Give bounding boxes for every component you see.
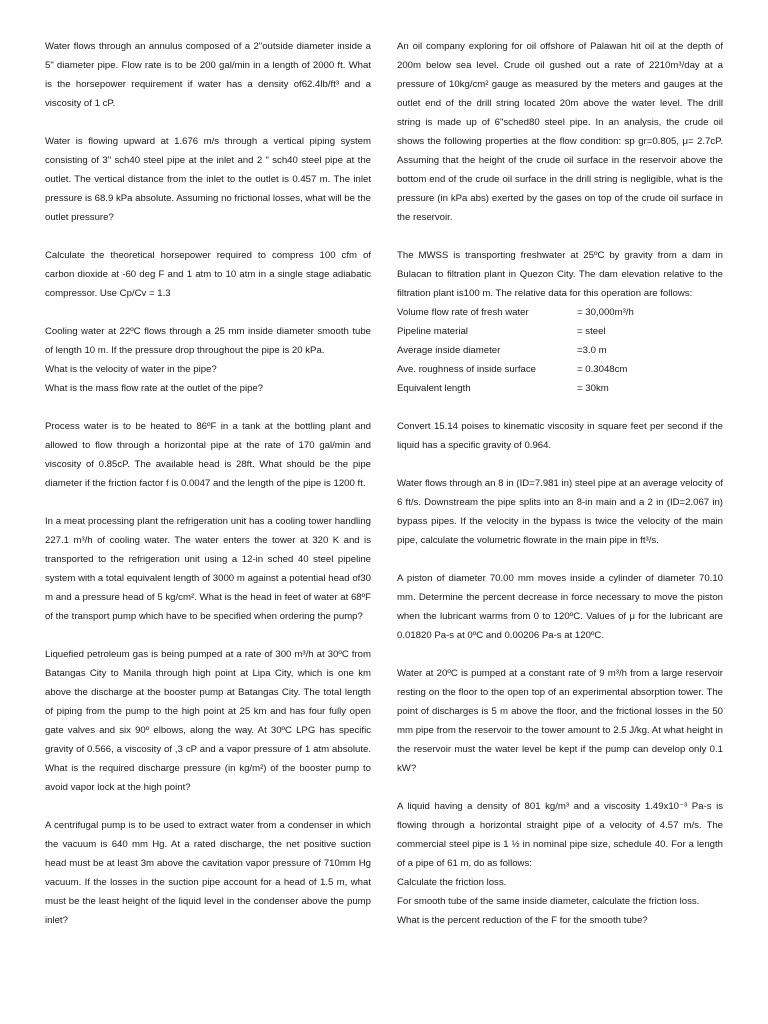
problem-text: Water flows through an annulus composed of a 2"outside diameter inside a 5" diameter pipe. Flow rate is to be 200 gal/min in a length of 2000 ft. What is the horsepower requirement if water has a density of62.4lb/ft³ and a viscosity of 1 cP. <box>45 41 371 109</box>
spec-label: Pipeline material <box>397 326 468 337</box>
problem-poises <box>397 417 723 455</box>
spec-value: = 0.3048cm <box>577 364 628 375</box>
problem-text: Water is flowing upward at 1.676 m/s through a vertical piping system consisting of 3" sch40 steel pipe at the inlet and 2 " sch40 steel pipe at the outlet. The vertical distance from the inlet to the outlet is 0.457 m. The inlet pressure is 68.9 kPa absolute. Assuming no frictional losses, what will be the outlet pressure? <box>45 136 371 223</box>
spec-label: Equivalent length <box>397 383 471 394</box>
spec-row <box>397 341 723 360</box>
problem-offshore-oil <box>397 37 723 227</box>
problem-text: Water flows through an 8 in (ID=7.981 in) steel pipe at an average velocity of 6 ft/s. Downstream the pipe splits into an 8-in main and a 2 in (ID=2.067 in) bypass pipes. If the velocity in the bypass is twice the velocity of the main pipe, calculate the volumetric flowrate in the main pipe in ft³/s. <box>397 478 723 546</box>
problem-question: Calculate the friction loss. <box>397 877 507 888</box>
problem-text: A centrifugal pump is to be used to extract water from a condenser in which the vacuum is 640 mm Hg. At a rated discharge, the net positive suction head must be at least 3m above the cavitation vapor pressure of 710mm Hg vacuum. If the losses in the suction pipe account for a head of 1.5 m, what must be the least height of the liquid level in the condenser above the pump inlet? <box>45 820 371 926</box>
problem-text: Liquefied petroleum gas is being pumped at a rate of 300 m³/h at 30ºC from Batangas City to Manila through high point at Lipa City, which is one km above the discharge at the booster pump at Batangas City. The total length of piping from the pump to the high point at 25 km and has four fully open gate valves and six 90º elbows, along the way. At 30ºC LPG has specific gravity of 0.566, a viscosity of ,3 cP and a vapor pressure of 1 atm absolute. What is the required discharge pressure (in kg/m²) of the booster pump to avoid vapor lock at the high point? <box>45 649 371 793</box>
spec-value: = 30,000m³/h <box>577 307 634 318</box>
problem-question: For smooth tube of the same inside diameter, calculate the friction loss. <box>397 896 700 907</box>
problem-cooling-tower <box>45 512 371 626</box>
problem-process-water <box>45 417 371 493</box>
spec-table <box>397 303 723 398</box>
problem-mwss <box>397 246 723 398</box>
spec-row <box>397 322 723 341</box>
problem-friction-loss <box>397 797 723 930</box>
problem-text: An oil company exploring for oil offshore of Palawan hit oil at the depth of 200m below sea level. Crude oil gushed out a rate of 2210m³/day at a pressure of 10kg/cm² gauge as measured by the meters and gauges at the outlet end of the drill string located 20m above the water level. The drill string is made up of 6"sched80 steel pipe. In an analysis, the crude oil shows the following properties at the flow condition: sp gr=0.805, μ= 2.7cP. Assuming that the height of the crude oil surface in the reservoir above the bottom end of the crude oil surface in the drill string is negligible, what is the pressure (in kPa abs) exerted by the gases on top of the crude oil surface in the reservoir. <box>397 41 723 223</box>
spec-label: Average inside diameter <box>397 345 501 356</box>
right-column <box>397 37 723 949</box>
problem-text: Calculate the theoretical horsepower required to compress 100 cfm of carbon dioxide at -60 deg F and 1 atm to 10 atm in a single stage adiabatic compressor. Use Cp/Cv = 1.3 <box>45 250 371 299</box>
spec-value: = steel <box>577 326 606 337</box>
problem-question: What is the mass flow rate at the outlet of the pipe? <box>45 383 264 394</box>
problem-vertical-pipe <box>45 132 371 227</box>
problem-bypass <box>397 474 723 550</box>
problem-text: Cooling water at 22ºC flows through a 25 mm inside diameter smooth tube of length 10 m. If the pressure drop throughout the pipe is 20 kPa. <box>45 326 371 356</box>
spec-label: Ave. roughness of inside surface <box>397 364 537 375</box>
problem-lpg <box>45 645 371 797</box>
spec-value: =3.0 m <box>577 345 607 356</box>
problem-text: Water at 20ºC is pumped at a constant rate of 9 m³/h from a large reservoir resting on the floor to the open top of an experimental absorption tower. The point of discharges is 5 m above the floor, and the frictional losses in the 50 mm pipe from the reservoir to the tower amount to 2.5 J/kg. At what height in the reservoir must the water level be kept if the pump can develop only 0.1 kW? <box>397 668 723 774</box>
problem-text: The MWSS is transporting freshwater at 25ºC by gravity from a dam in Bulacan to filtration plant in Quezon City. The dam elevation relative to the filtration plant is100 m. The relative data for this operation are follows: <box>397 250 723 299</box>
spec-row <box>397 303 723 322</box>
problem-text: A liquid having a density of 801 kg/m³ and a viscosity 1.49x10⁻³ Pa-s is flowing through a horizontal straight pipe of a velocity of 4.57 m/s. The commercial steel pipe is 1 ½ in nominal pipe size, schedule 40. For a length of a pipe of 61 m, do as follows: <box>397 801 723 869</box>
spec-label: Volume flow rate of fresh water <box>397 307 529 318</box>
problem-absorption-tower <box>397 664 723 778</box>
problem-compressor <box>45 246 371 303</box>
problem-text: Convert 15.14 poises to kinematic viscosity in square feet per second if the liquid has a specific gravity of 0.964. <box>397 421 723 451</box>
problem-centrifugal-pump <box>45 816 371 930</box>
spec-row <box>397 379 723 398</box>
problem-cooling-water <box>45 322 371 398</box>
spec-value: = 30km <box>577 383 609 394</box>
problem-question: What is the percent reduction of the F for the smooth tube? <box>397 915 648 926</box>
problem-question: What is the velocity of water in the pipe? <box>45 364 217 375</box>
problem-text: A piston of diameter 70.00 mm moves inside a cylinder of diameter 70.10 mm. Determine the percent decrease in force necessary to move the piston when the lubricant warms from 0 to 120ºC. Values of μ for the lubricant are 0.01820 Pa-s at 0ºC and 0.00206 Pa-s at 120ºC. <box>397 573 723 641</box>
left-column <box>45 37 371 949</box>
problem-piston <box>397 569 723 645</box>
problem-text: Process water is to be heated to 86ºF in a tank at the bottling plant and allowed to flow through a horizontal pipe at the rate of 170 gal/min and viscosity of 0.85cP. The available head is 28ft. What should be the pipe diameter if the friction factor f is 0.0047 and the length of the pipe is 1200 ft. <box>45 421 371 489</box>
problem-text: In a meat processing plant the refrigeration unit has a cooling tower handling 227.1 m³/h of cooling water. The water enters the tower at 320 K and is transported to the refrigeration unit using a 12-in sched 40 steel pipeline system with a total equivalent length of 3000 m against a potential head of30 m and a pressure head of 5 kg/cm². What is the head in feet of water at 68ºF of the transport pump which have to be specified when ordering the pump? <box>45 516 371 622</box>
problem-annulus <box>45 37 371 113</box>
spec-row <box>397 360 723 379</box>
